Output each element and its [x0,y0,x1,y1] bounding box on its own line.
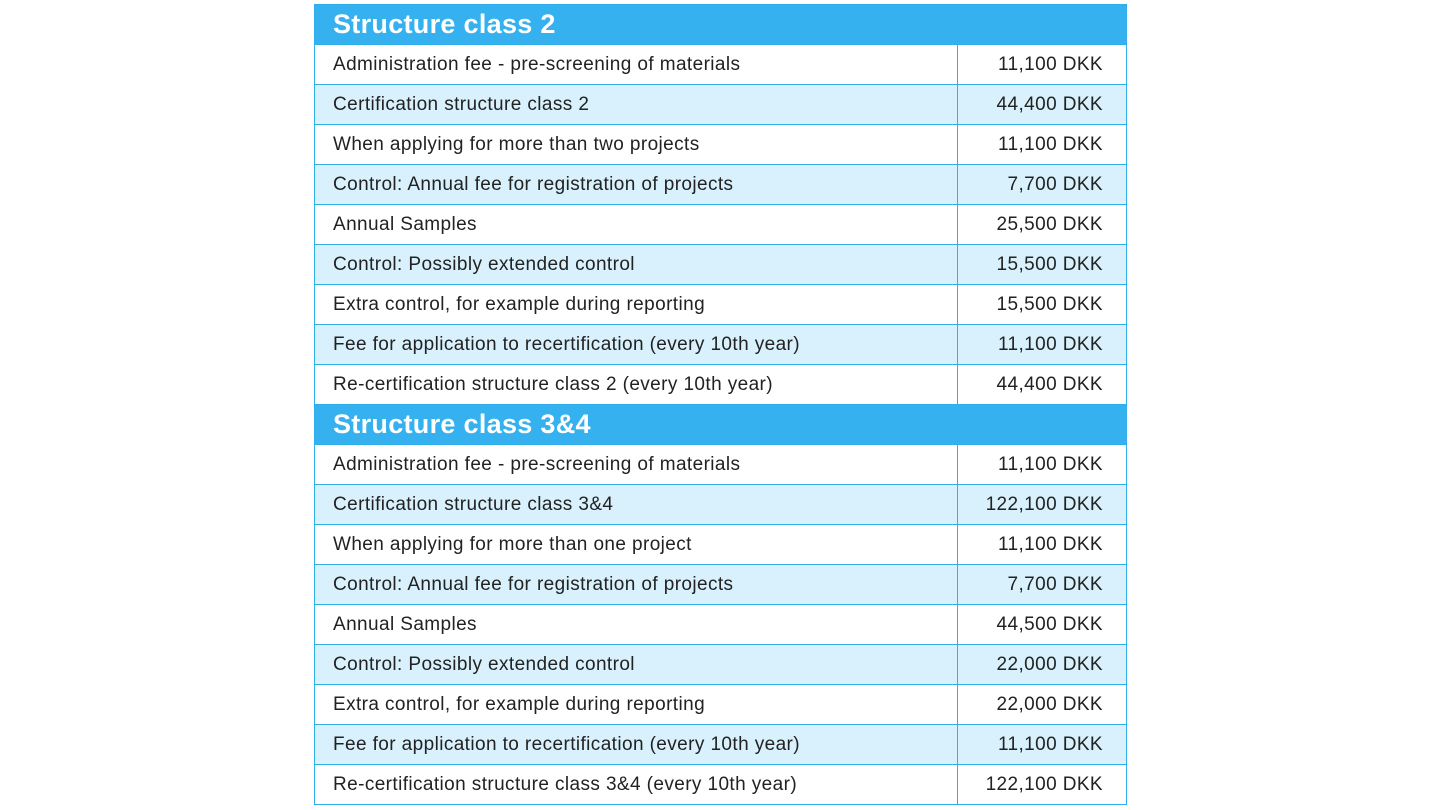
fee-description: Fee for application to recertification (every 10th year) [315,725,958,765]
fee-amount: 44,500 DKK [958,605,1127,645]
fee-amount: 44,400 DKK [958,85,1127,125]
table-row [315,605,1127,645]
fee-amount: 7,700 DKK [958,165,1127,205]
fee-amount: 22,000 DKK [958,685,1127,725]
table-row [315,565,1127,605]
table-row [315,685,1127,725]
table-row [315,445,1127,485]
fee-amount: 22,000 DKK [958,645,1127,685]
fee-description: Fee for application to recertification (every 10th year) [315,325,958,365]
table-row [315,765,1127,805]
fee-amount: 11,100 DKK [958,325,1127,365]
fee-amount: 15,500 DKK [958,285,1127,325]
table-row [315,485,1127,525]
fee-amount: 11,100 DKK [958,125,1127,165]
fee-description: Annual Samples [315,605,958,645]
fee-description: Certification structure class 2 [315,85,958,125]
table-row [315,165,1127,205]
table-row [315,245,1127,285]
fee-amount: 11,100 DKK [958,525,1127,565]
fee-description: Certification structure class 3&4 [315,485,958,525]
fee-table [314,4,1127,805]
fee-amount: 44,400 DKK [958,365,1127,405]
fee-description: Control: Possibly extended control [315,245,958,285]
table-row [315,725,1127,765]
fee-description: Re-certification structure class 2 (every 10th year) [315,365,958,405]
fee-description: When applying for more than one project [315,525,958,565]
fee-amount: 11,100 DKK [958,725,1127,765]
table-row [315,645,1127,685]
table-row [315,365,1127,405]
fee-amount: 11,100 DKK [958,445,1127,485]
table-row [315,205,1127,245]
fee-table-body [315,5,1127,805]
fee-description: Administration fee - pre-screening of materials [315,445,958,485]
fee-amount: 25,500 DKK [958,205,1127,245]
table-row [315,45,1127,85]
fee-description: Control: Possibly extended control [315,645,958,685]
table-row [315,285,1127,325]
fee-amount: 122,100 DKK [958,765,1127,805]
fee-description: Extra control, for example during reporting [315,285,958,325]
section-title: Structure class 2 [315,5,1127,45]
section-header-row [315,405,1127,445]
table-row [315,525,1127,565]
fee-description: Annual Samples [315,205,958,245]
fee-description: Extra control, for example during reporting [315,685,958,725]
fee-amount: 15,500 DKK [958,245,1127,285]
table-row [315,325,1127,365]
fee-description: Control: Annual fee for registration of projects [315,165,958,205]
fee-description: Re-certification structure class 3&4 (every 10th year) [315,765,958,805]
fee-amount: 122,100 DKK [958,485,1127,525]
section-header-row [315,5,1127,45]
fee-description: Administration fee - pre-screening of materials [315,45,958,85]
table-row [315,85,1127,125]
table-row [315,125,1127,165]
fee-amount: 11,100 DKK [958,45,1127,85]
section-title: Structure class 3&4 [315,405,1127,445]
fee-description: When applying for more than two projects [315,125,958,165]
fee-amount: 7,700 DKK [958,565,1127,605]
fee-description: Control: Annual fee for registration of projects [315,565,958,605]
